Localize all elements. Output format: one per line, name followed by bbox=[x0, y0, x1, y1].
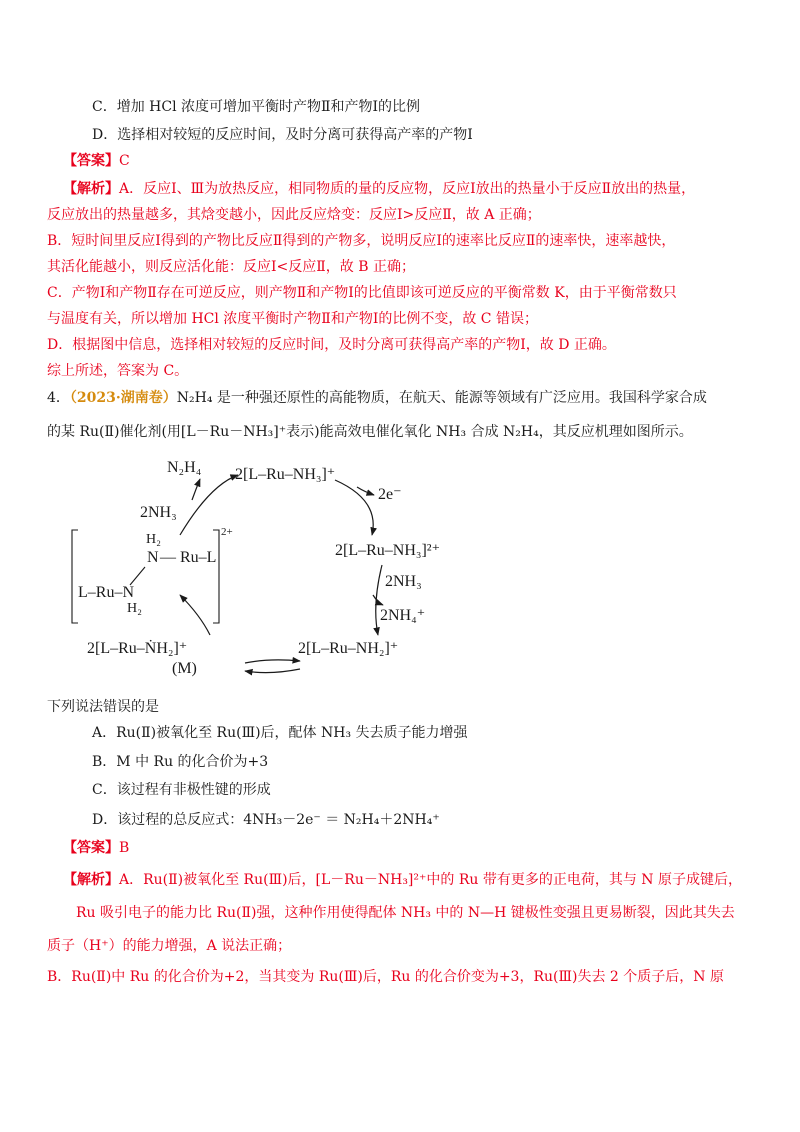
top-complex: 2[L–Ru–NH₃]⁺ bbox=[235, 466, 336, 483]
arrow-n2h4-out bbox=[192, 479, 200, 500]
dimer-left-bracket bbox=[72, 530, 78, 623]
answer-label: 【答案】 bbox=[63, 153, 119, 169]
q3-answer bbox=[63, 151, 130, 171]
q4-option-b: B．M 中 Ru 的化合价为+3 bbox=[92, 754, 269, 770]
right-complex: 2[L–Ru–NH₃]²⁺ bbox=[335, 542, 441, 559]
q4-option-d: D．该过程的总反应式：4NH₃－2e⁻ ＝ N₂H₄＋2NH₄⁺ bbox=[92, 812, 440, 828]
q3-analysis-summary: 综上所述，答案为 C。 bbox=[47, 363, 189, 379]
q4-number: 4． bbox=[47, 390, 70, 406]
answer-label: 【答案】 bbox=[63, 840, 119, 856]
dimer-right-bracket bbox=[213, 530, 219, 623]
arrow-nh4-out bbox=[373, 595, 383, 605]
q3-analysis-line-6: 与温度有关，所以增加 HCl 浓度平衡时产物Ⅱ和产物Ⅰ的比例不变，故 C 错误； bbox=[47, 311, 538, 327]
analysis-text: A．反应Ⅰ、Ⅲ为放热反应，相同物质的量的反应物，反应Ⅰ放出的热量小于反应Ⅱ放出的热量， bbox=[119, 181, 696, 197]
arrow-to-dimer bbox=[180, 595, 210, 635]
nh4-out: 2NH₄⁺ bbox=[380, 607, 426, 624]
equilibrium-arrow-forward bbox=[245, 660, 300, 663]
arrow-to-right-complex bbox=[335, 480, 373, 535]
m-label: (M) bbox=[172, 660, 197, 677]
n2h4-product: N₂H₄ bbox=[167, 459, 202, 476]
dimer-ru-l: — Ru–L bbox=[160, 549, 217, 566]
q3-analysis-line-5: C．产物Ⅰ和产物Ⅱ存在可逆反应，则产物Ⅱ和产物Ⅰ的比值即该可逆反应的平衡常数 K，由于平衡常数只 bbox=[47, 285, 677, 301]
reaction-mechanism-diagram bbox=[60, 455, 460, 690]
q4-analysis-line-3: 质子（H⁺）的能力增强，A 说法正确； bbox=[47, 938, 292, 954]
answer-value: B bbox=[119, 840, 130, 856]
q4-stem-line-2: 的某 Ru(Ⅱ)催化剂(用[L－Ru－NH₃]⁺表示)能高效电催化氧化 NH₃ 合成 N₂H₄，其反应机理如图所示。 bbox=[47, 424, 693, 440]
nh3-in-right: 2NH₃ bbox=[385, 573, 422, 590]
bottom-left-complex: 2[L–Ru–ṄH₂]⁺ bbox=[87, 640, 188, 657]
q4-analysis-line-2: Ru 吸引电子的能力比 Ru(Ⅱ)强，这种作用使得配体 NH₃ 中的 N—H 键极性变强且更易断裂，因此其失去 bbox=[76, 905, 735, 921]
q3-analysis-line-2: 反应放出的热量越多，其焓变越小，因此反应焓变：反应Ⅰ>反应Ⅱ，故 A 正确； bbox=[47, 207, 541, 223]
analysis-label: 【解析】 bbox=[63, 872, 119, 888]
q3-analysis-line-7: D．根据图中信息，选择相对较短的反应时间，及时分离可获得高产率的产物Ⅰ，故 D 正确。 bbox=[47, 337, 616, 353]
q3-analysis-line-1 bbox=[63, 179, 695, 199]
q4-prompt: 下列说法错误的是 bbox=[47, 699, 159, 715]
dimer-h2-bottom: H₂ bbox=[127, 601, 142, 616]
q3-analysis-line-4: 其活化能越小，则反应活化能：反应Ⅰ<反应Ⅱ，故 B 正确； bbox=[47, 259, 415, 275]
analysis-label: 【解析】 bbox=[63, 181, 119, 197]
dimer-n-top: N bbox=[147, 549, 159, 566]
q3-option-c: C．增加 HCl 浓度可增加平衡时产物Ⅱ和产物Ⅰ的比例 bbox=[92, 99, 421, 115]
dimer-bond bbox=[130, 567, 145, 585]
q3-analysis-line-3: B．短时间里反应Ⅰ得到的产物比反应Ⅱ得到的产物多，说明反应Ⅰ的速率比反应Ⅱ的速率快，速率越快， bbox=[47, 233, 676, 249]
q4-option-a: A．Ru(Ⅱ)被氧化至 Ru(Ⅲ)后，配体 NH₃ 失去质子能力增强 bbox=[92, 725, 468, 741]
analysis-text: A．Ru(Ⅱ)被氧化至 Ru(Ⅲ)后，[L－Ru－NH₃]²⁺中的 Ru 带有更多的正电荷，其与 N 原子成键后， bbox=[119, 872, 742, 888]
q4-answer bbox=[63, 838, 129, 858]
bottom-right-complex: 2[L–Ru–NH₂]⁺ bbox=[298, 640, 399, 657]
q4-source: （2023·湖南卷） bbox=[69, 390, 177, 406]
arrow-2e-out bbox=[357, 487, 374, 495]
q4-stem-line-1 bbox=[47, 388, 707, 408]
dimer-h2-top: H₂ bbox=[146, 532, 161, 547]
q4-analysis-line-1 bbox=[63, 870, 742, 890]
dimer-charge: 2+ bbox=[221, 526, 233, 538]
equilibrium-arrow-back bbox=[245, 669, 300, 673]
answer-value: C bbox=[119, 153, 130, 169]
minus-2e: 2e⁻ bbox=[378, 486, 402, 503]
nh3-in-top: 2NH₃ bbox=[140, 504, 177, 521]
dimer-l-ru: L–Ru–N bbox=[78, 584, 134, 601]
q4-analysis-line-4: B．Ru(Ⅱ)中 Ru 的化合价为+2，当其变为 Ru(Ⅲ)后，Ru 的化合价变为+3，Ru(Ⅲ)失去 2 个质子后，N 原 bbox=[47, 969, 724, 985]
q4-stem-text: N₂H₄ 是一种强还原性的高能物质，在航天、能源等领域有广泛应用。我国科学家合成 bbox=[176, 390, 707, 406]
q3-option-d: D．选择相对较短的反应时间，及时分离可获得高产率的产物Ⅰ bbox=[92, 127, 473, 143]
q4-option-c: C．该过程有非极性键的形成 bbox=[92, 782, 271, 798]
